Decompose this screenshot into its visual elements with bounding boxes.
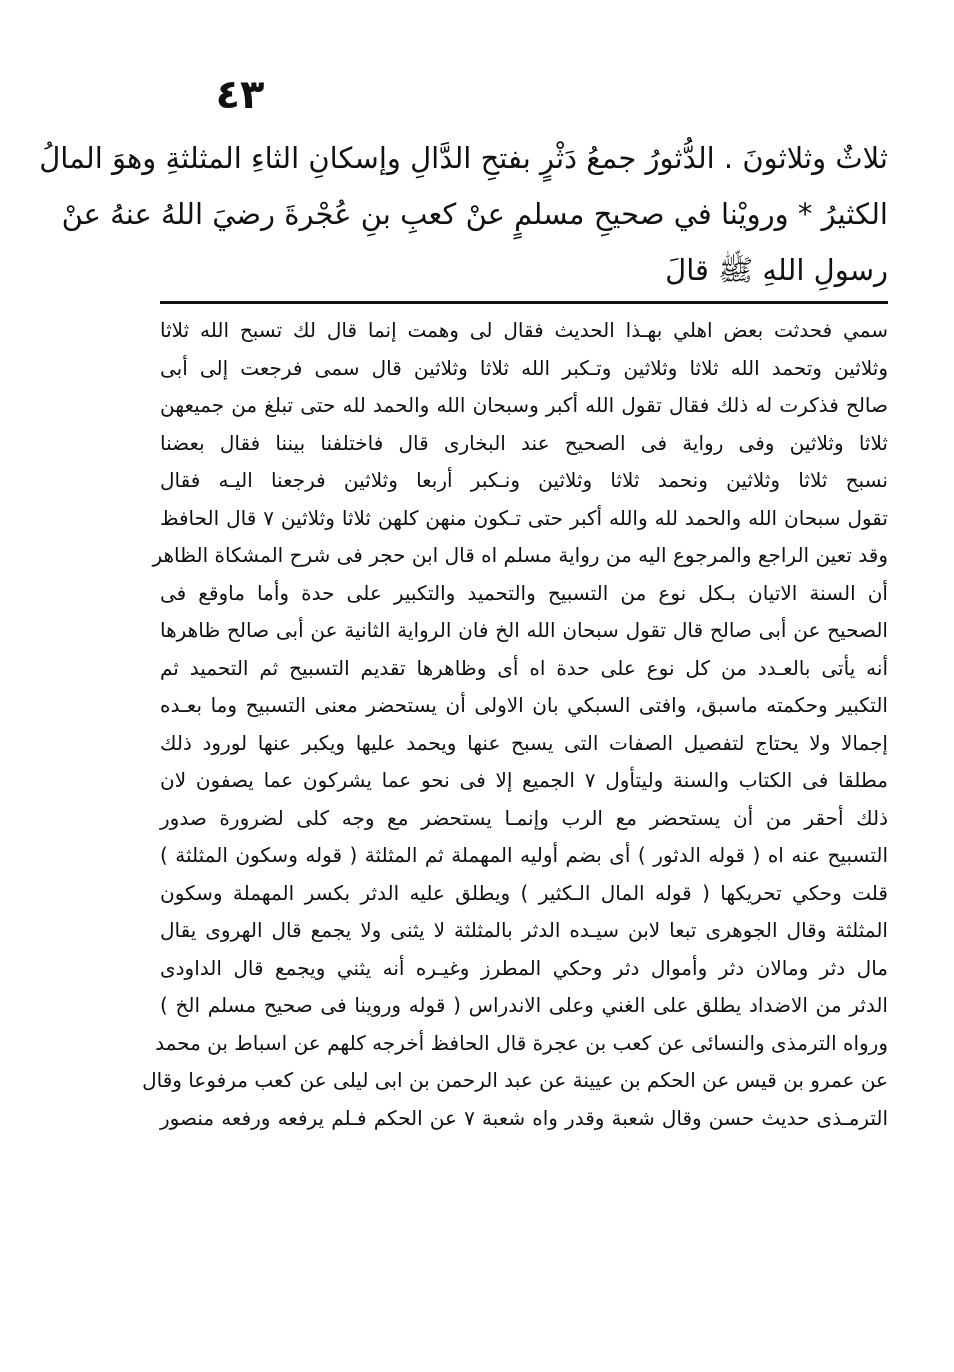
commentary-line: ثلاثا وثلاثين وفى رواية فى الصحيح عند البخارى قال فاختلفنا بيننا فقال بعضنا [160,430,888,455]
commentary-line: المثلثة وقال الجوهرى تبعا لابن سيـده الدثر بالمثلثة لا يثنى ولا يجمع قال الهروى يقال [160,918,888,942]
commentary-line: ذلك أحقر من أن يستحضر مع الرب وإنمـا يستحضر مع وجه كلى لضرورة صدور [160,805,888,830]
commentary-line: وقد تعين الراجع والمرجوع اليه من رواية مسلم اه قال ابن حجر فى شرح المشكاة الظاهر [152,543,888,567]
commentary-line: سمي فحدثت بعض اهلي بهـذا الحديث فقال لى وهمت إنما قال لك تسبح الله ثلاثا [160,318,888,342]
commentary-line: قلت وحكي تحريكها ( قوله المال الـكثير ) ويطلق عليه الدثر بكسر المهملة وسكون [160,880,888,905]
page-number: ٤٣ [215,72,265,118]
commentary-line: وثلاثين وتحمد الله ثلاثا وثلاثين وتـكبر الله ثلاثا وثلاثين قال سمى فرجعت إلى أبى [160,355,888,380]
commentary-line: مطلقا فى الكتاب والسنة وليتأول ٧ الجميع إلا فى نحو عما يشركون عما يصفون لان [160,768,889,792]
commentary-line: نسبح ثلاثا وثلاثين ونحمد ثلاثا وثلاثين ونـكبر أربعا وثلاثين فرجعنا اليـه فقال [160,468,888,492]
commentary-line: التكبير وحكمته ماسبق، وافتى السبكي بان الاولى أن يستحضر معنى التسبيح وما بعـده [160,693,888,717]
commentary-line: مال دثر ومالان دثر وأموال دثر وحكي المطرز وغيـره أنه يثني ويجمع قال الداودى [160,955,888,980]
commentary-line: التسبيح عنه اه ( قوله الدثور ) أى بضم أوليه المهملة ثم المثلثة ( قوله وسكون المثلثة ) [160,843,888,867]
commentary-line: تقول سبحان الله والحمد لله والله أكبر حتى تـكون منهن كلهن ثلاثا وثلاثين ٧ قال الحافظ [160,505,888,530]
main-text-line: رسولِ اللهِ ﷺ قالَ [665,253,888,287]
main-text-block [39,130,888,298]
commentary-line: الترمـذى حديث حسن وقال شعبة وقدر واه شعبة ٧ عن الحكم فـلم يرفعه ورفعه منصور [160,1105,889,1130]
commentary-line: إجمالا ولا يحتاج لتفصيل الصفات التى يسبح عنها ويحمد عليها ويكبر عنها لورود ذلك [160,730,888,755]
commentary-line: الصحيح عن أبى صالح قال تقول سبحان الله الخ فان الرواية الثانية عن أبى صالح ظاهرها [160,618,888,642]
commentary-line: ورواه الترمذى والنسائى عن كعب بن عجرة قال الحافظ أخرجه كلهم عن اسباط بن محمد [155,1030,888,1055]
commentary-line: عن عمرو بن قيس عن الحكم بن عيينة عن عبد الرحمن بن ابى ليلى عن كعب مرفوعا وقال [142,1068,888,1092]
commentary-line: أنه يأتى بالعـدد من كل نوع على حدة اه أى وظاهرها تقديم التسبيح ثم التحميد ثم [160,655,888,680]
main-text-line: ثلاثٌ وثلاثونَ . الدُّثورُ جمعُ دَثْرٍ بفتحِ الدَّالِ وإسكانِ الثاءِ المثلثةِ وهوَ المالُ [39,141,888,175]
main-text-line: الكثيرُ * ورويْنا في صحيحِ مسلمٍ عنْ كعبِ بنِ عُجْرةَ رضيَ اللهُ عنهُ عنْ [61,197,888,231]
section-divider [160,301,888,304]
commentary-line: الدثر من الاضداد يطلق على الغني وعلى الاندراس ( قوله وروينا فى صحيح مسلم الخ ) [160,993,888,1017]
commentary-line: صالح فذكرت له ذلك فقال تقول الله أكبر وسبحان الله والحمد لله حتى تبلغ من جميعهن [160,393,888,417]
commentary-block [142,312,889,1137]
commentary-line: أن السنة الاتيان بـكل نوع من التسبيح والتحميد والتكبير على حدة وأما ماوقع فى [160,580,888,605]
